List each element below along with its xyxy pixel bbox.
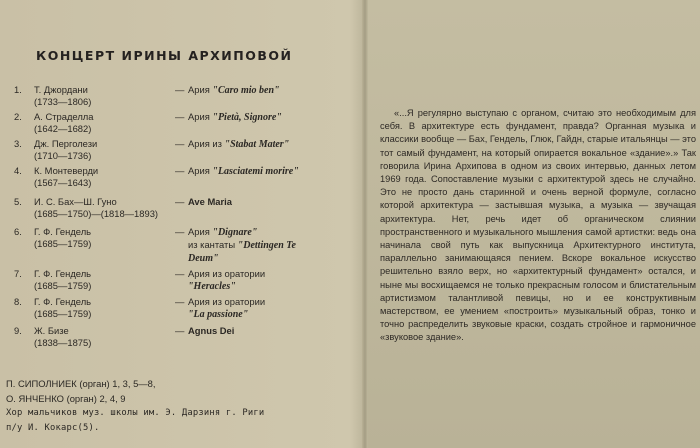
work-line: Ave Maria xyxy=(188,196,232,207)
track-work xyxy=(188,268,358,293)
work-line: "Heracles" xyxy=(188,281,236,292)
track-composer xyxy=(34,111,172,135)
track-composer xyxy=(34,165,172,189)
composer-years: (1733—1806) xyxy=(34,96,92,107)
composer-name: Ж. Бизе xyxy=(34,325,69,336)
track-number: 8. xyxy=(14,296,22,307)
composer-years: (1685—1759) xyxy=(34,308,92,319)
track-number: 9. xyxy=(14,325,22,336)
track-dash: — xyxy=(175,196,185,207)
track-dash: — xyxy=(175,84,185,95)
track-work xyxy=(188,196,358,208)
composer-years: (1642—1682) xyxy=(34,123,92,134)
composer-years: (1567—1643) xyxy=(34,177,92,188)
performer-line: О. ЯНЧЕНКО (орган) 2, 4, 9 xyxy=(6,393,126,404)
track-composer xyxy=(34,84,172,108)
track-dash: — xyxy=(175,268,185,279)
quote-text xyxy=(380,107,696,345)
track-dash: — xyxy=(175,111,185,122)
work-line: Ария из оратории xyxy=(188,296,266,307)
work-line: Deum" xyxy=(188,253,219,264)
performer-line: п/у И. Кокарс(5). xyxy=(6,423,100,433)
track-number: 7. xyxy=(14,268,22,279)
track-composer xyxy=(34,296,172,320)
track-work xyxy=(188,84,358,97)
composer-name: Дж. Перголези xyxy=(34,138,98,149)
work-line: Ария из оратории xyxy=(188,268,266,279)
track-work xyxy=(188,138,358,151)
performer-line: П. СИПОЛНИЕК (орган) 1, 3, 5—8, xyxy=(6,378,156,389)
track-number: 1. xyxy=(14,84,22,95)
work-line: Agnus Dei xyxy=(188,325,235,336)
track-composer xyxy=(34,138,172,162)
composer-years: (1685—1759) xyxy=(34,280,92,291)
performer-line: Хор мальчиков муз. школы им. Э. Дарзиня г. Риги xyxy=(6,408,265,418)
track-dash: — xyxy=(175,296,185,307)
track-dash: — xyxy=(175,325,185,336)
track-dash: — xyxy=(175,138,185,149)
track-work xyxy=(188,296,358,321)
work-line: Ария из "Stabat Mater" xyxy=(188,138,290,150)
track-composer xyxy=(34,226,172,250)
track-composer xyxy=(34,196,172,220)
track-dash: — xyxy=(175,226,185,237)
composer-name: Г. Ф. Гендель xyxy=(34,296,92,307)
track-number: 4. xyxy=(14,165,22,176)
composer-years: (1838—1875) xyxy=(34,337,92,348)
work-line: Ария "Pietà, Signore" xyxy=(188,111,282,123)
composer-name: К. Монтеверди xyxy=(34,165,99,176)
track-number: 2. xyxy=(14,111,22,122)
composer-years: (1685—1750)—(1818—1893) xyxy=(34,208,159,219)
work-line: Ария "Dignare" xyxy=(188,226,258,238)
composer-name: Г. Ф. Гендель xyxy=(34,268,92,279)
track-composer xyxy=(34,325,172,349)
track-work xyxy=(188,226,358,265)
track-number: 3. xyxy=(14,138,22,149)
track-work xyxy=(188,111,358,124)
work-line: Ария "Lasciatemi morire" xyxy=(188,165,299,177)
composer-years: (1710—1736) xyxy=(34,150,92,161)
composer-name: Т. Джордани xyxy=(34,84,88,95)
composer-name: И. С. Бах—Ш. Гуно xyxy=(34,196,117,207)
track-composer xyxy=(34,268,172,292)
track-number: 5. xyxy=(14,196,22,207)
track-work xyxy=(188,325,358,337)
album-title: КОНЦЕРТ ИРИНЫ АРХИПОВОЙ xyxy=(36,48,293,63)
quote-paragraph: «...Я регулярно выступаю с органом, считаю это необходимым для себя. В архитектуре есть фундамент, правда? Органная музыка и классики вообще — Бах, Гендель, Глюк, Гайдн, старые итальянцы — это тот самый фундамент, на который опирается вокальное «здание».» Так говорила Ирина Архипова в одном из своих интервью, данных летом 1969 года. Сопоставление музыки с архитектурой здесь не случайно. Это не просто дань старинной и очень верной формуле, согласно которой архитектура — застывшая музыка, а музыка — звучащая архитектура. Нет, речь идет об органическом слиянии пространственного и музыкального мышления самой артистки: ведь она начинала свой путь как выпускница Архитектурного института, параллельно занимающаяся пением. Вскоре вокальное искусство решительно взяло верх, но «архитектурный фундамент» остался, и ныне мы восхищаемся не только прекрасным голосом и блистательным артистизмом талантливой певицы, но и ее конструктивным мастерством, ее умением «построить» музыкальный образ, тонко и точно распределить звуковые краски, создать стройное и гармоничное «звуковое здание». xyxy=(380,108,696,343)
composer-name: Г. Ф. Гендель xyxy=(34,226,92,237)
composer-years: (1685—1759) xyxy=(34,238,92,249)
track-dash: — xyxy=(175,165,185,176)
work-line: из кантаты "Dettingen Te xyxy=(188,239,296,251)
work-line: Ария "Caro mio ben" xyxy=(188,84,280,96)
track-work xyxy=(188,165,358,178)
work-line: "La passione" xyxy=(188,309,249,320)
track-number: 6. xyxy=(14,226,22,237)
composer-name: А. Страделла xyxy=(34,111,94,122)
